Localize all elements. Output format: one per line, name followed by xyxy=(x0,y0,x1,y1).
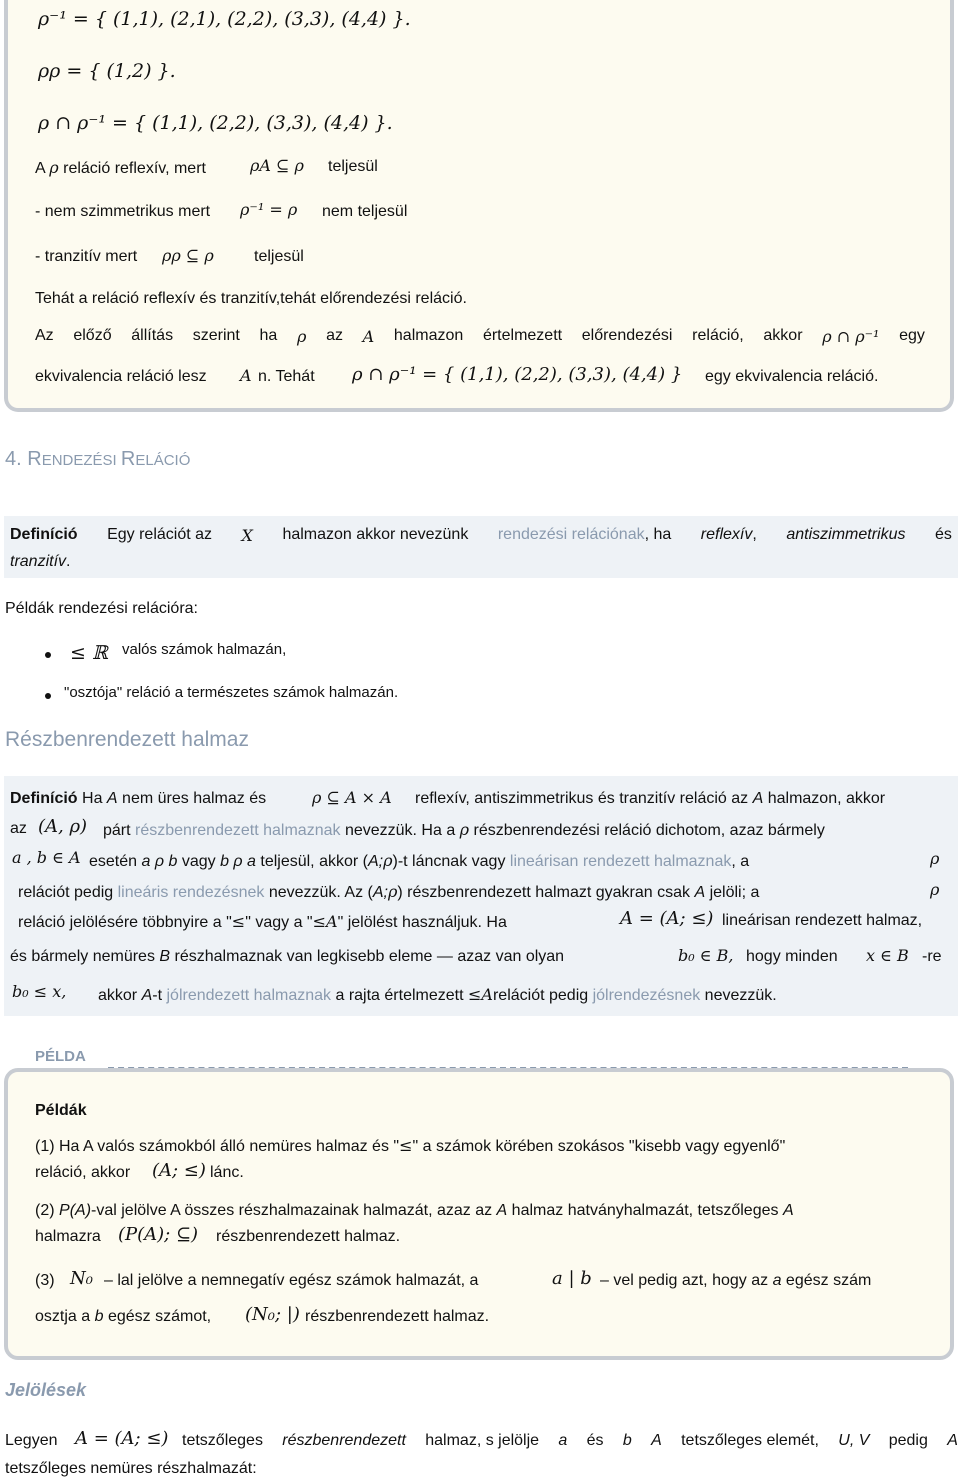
def2-row7: akkor A-t jólrendezett halmaznak a rajta értelmezett ≤Arelációt pedig jólrendezésnek nevezzük. xyxy=(98,985,777,1004)
formula-rho-subset-AxA: ρ ⊆ A × A xyxy=(312,788,392,807)
line-transitive: - tranzitív mert xyxy=(35,248,138,265)
notation-row2: tetszőleges nemüres részhalmazát: xyxy=(5,1460,257,1477)
line-conclusion: Tehát a reláció reflexív és tranzitív,tehát előrendezési reláció. xyxy=(35,290,467,307)
line-equivalence: ekvivalencia reláció lesz xyxy=(35,368,207,385)
text-partial-order-2: részbenrendezett halmaz. xyxy=(305,1308,490,1325)
example2-line2: halmazra xyxy=(35,1228,101,1245)
text-partial-order: részbenrendezett halmaz. xyxy=(216,1228,401,1245)
formula-a-b-in-A: a , b ∈ A xyxy=(12,848,81,867)
example3-line1: – lal jelölve a nemnegatív egész számok halmazát, a xyxy=(104,1272,479,1289)
def2-row6-re: -re xyxy=(922,948,942,965)
formula-a-divides-b: a | b xyxy=(552,1268,592,1289)
def2-row1: Definíció Ha A nem üres halmaz és xyxy=(10,790,267,807)
formula-b0-in-B: b₀ ∈ B, xyxy=(678,946,734,965)
formula-N0: N₀ xyxy=(70,1268,93,1289)
formula-reflexive: ρA ⊆ ρ xyxy=(250,156,304,175)
formula-rho-inverse: ρ⁻¹ = { (1,1), (2,1), (2,2), (3,3), (4,4) }. xyxy=(38,8,411,30)
definition-ordering-line2: tranzitív. xyxy=(10,553,71,570)
line-not-symmetric: - nem szimmetrikus mert xyxy=(35,203,211,220)
example3-line2: osztja a b egész számot, xyxy=(35,1308,212,1325)
symbol-leq-reals: ≤ ℝ xyxy=(70,642,108,664)
line-previous-claim: Az előző állítás szerint ha ρ az A halmazon értelmezett előrendezési reláció, akkor ρ ∩ ρ⁻¹ egy xyxy=(35,327,925,346)
text-equivalence-relation: egy ekvivalencia reláció. xyxy=(705,368,879,385)
def2-row4: relációt pedig lineáris rendezésnek nevezzük. Az (A;ρ) részbenrendezett halmazt gyakran csak A jelöli; a xyxy=(18,882,760,901)
formula-A-poset: A = (A; ≤) xyxy=(75,1428,169,1449)
def2-row5: reláció jelölésére többnyire a "≤" vagy a "≤A" jelölést használjuk. Ha xyxy=(18,912,507,931)
example2-line1: (2) P(A)-val jelölve A összes részhalmazainak halmazát, azaz az A halmaz hatványhalmazát, tetszőleges A xyxy=(35,1202,794,1219)
formula-symmetric: ρ⁻¹ = ρ xyxy=(240,200,298,219)
formula-equivalence: ρ ∩ ρ⁻¹ = { (1,1), (2,2), (3,3), (4,4) } xyxy=(352,364,683,385)
definition-ordering-line1: Definíció Egy relációt az X halmazon akkor nevezünk rendezési relációnak, ha reflexív, antiszimmetrikus és xyxy=(10,526,952,545)
text-teljesul-2: teljesül xyxy=(254,248,304,265)
example3-number: (3) xyxy=(35,1272,55,1289)
line-reflexive: A ρ reláció reflexív, mert xyxy=(35,158,206,177)
symbol-rho: ρ xyxy=(930,849,940,868)
formula-N0-divides: (N₀; |) xyxy=(245,1304,300,1325)
def2-row3: esetén a ρ b vagy b ρ a teljesül, akkor (A;ρ)-t láncnak vagy lineárisan rendezett halmaznak, a xyxy=(89,851,750,870)
def2-row2-az: az xyxy=(10,820,27,837)
formula-transitive: ρρ ⊆ ρ xyxy=(162,246,214,265)
def2-row6: és bármely nemüres B részhalmaznak van legkisebb eleme — azaz van olyan xyxy=(10,948,565,965)
symbol-A: A xyxy=(240,366,252,385)
bullet xyxy=(45,652,51,658)
text-n-tehat: n. Tehát xyxy=(258,368,315,385)
def2-row5-rest: lineárisan rendezett halmaz, xyxy=(722,912,923,929)
formula-pair: (A, ρ) xyxy=(38,816,88,837)
bullet xyxy=(45,693,51,699)
example-item-1: valós számok halmazán, xyxy=(122,641,287,658)
example1-line2: reláció, akkor xyxy=(35,1164,131,1181)
formula-intersection: ρ ∩ ρ⁻¹ = { (1,1), (2,2), (3,3), (4,4) }. xyxy=(38,112,393,134)
pelda-tab-label: PÉLDA xyxy=(35,1048,86,1065)
def2-row6-hogy: hogy minden xyxy=(746,948,838,965)
notation-row1: tetszőleges részbenrendezett halmaz, s jelölje a és b A tetszőleges elemét, U, V pedig A xyxy=(182,1432,958,1449)
example-item-2: "osztója" reláció a természetes számok halmazán. xyxy=(64,684,399,701)
subheading-partial-order: Részbenrendezett halmaz xyxy=(5,728,249,751)
text-teljesul-1: teljesül xyxy=(328,158,378,175)
formula-x-in-B: x ∈ B xyxy=(866,946,909,965)
text-lanc: lánc. xyxy=(210,1164,244,1181)
example3-line1-rest: – vel pedig azt, hogy az a egész szám xyxy=(600,1272,872,1289)
text-nem-teljesul: nem teljesül xyxy=(322,203,408,220)
examples-box-title: Példák xyxy=(35,1102,87,1119)
def2-row1-rest: reflexív, antiszimmetrikus és tranzitív reláció az A halmazon, akkor xyxy=(415,790,886,807)
example1-line1: (1) Ha A valós számokból álló nemüres halmaz és "≤" a számok körében szokásos "kisebb vagy egyenlő" xyxy=(35,1136,786,1155)
notation-heading: Jelölések xyxy=(5,1380,87,1400)
def2-row2: párt részbenrendezett halmaznak nevezzük. Ha a ρ részbenrendezési reláció dichotom, azaz bármely xyxy=(103,820,825,839)
formula-powerset: (P(A); ⊆) xyxy=(118,1224,199,1245)
symbol-rho: ρ xyxy=(930,880,940,899)
formula-chain: (A; ≤) xyxy=(152,1160,206,1181)
formula-b0-leq-x: b₀ ≤ x, xyxy=(12,982,67,1001)
examples-title: Példák rendezési relációra: xyxy=(5,600,198,617)
formula-rho-rho: ρρ = { (1,2) }. xyxy=(38,60,176,82)
formula-A-equals-pair: A = (A; ≤) xyxy=(620,908,714,929)
notation-legyen: Legyen xyxy=(5,1432,58,1449)
section-heading: 4. RENDEZÉSI RELÁCIÓ xyxy=(5,448,191,470)
